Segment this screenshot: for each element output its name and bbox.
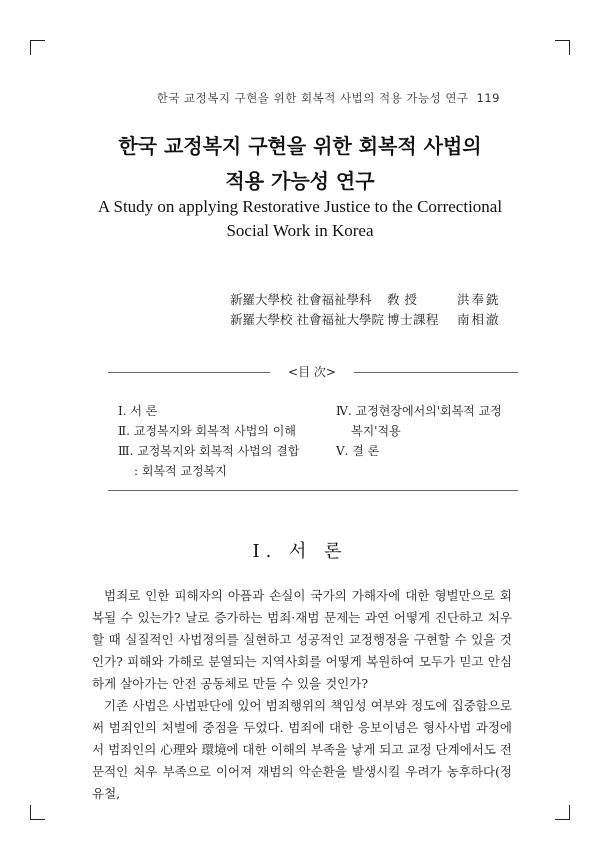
toc-item: Ⅱ. 교정복지와 회복적 사법의 이해: [118, 424, 296, 438]
table-of-contents: [108, 365, 518, 492]
title-korean-line2: 적용 가능성 연구: [225, 169, 375, 193]
title-korean-line1: 한국 교정복지 구현을 위한 회복적 사법의: [118, 134, 482, 158]
author-name: 洪奉銑: [457, 292, 501, 307]
title-english-line2: Social Work in Korea: [226, 221, 374, 240]
toc-rule-bottom: [108, 490, 518, 491]
body-paragraph: 기존 사법은 사법판단에 있어 범죄행위의 책임성 여부와 정도에 집중함으로써 범죄인의 처벌에 중점을 두었다. 범죄에 대한 응보이념은 형사사법 과정에서 범죄인의 心理와 環境에 대한 이해의 부족을 낳게 되고 교정 단계에서도 전문적인 처우 부족으로 이어져 재범의 악순환을 발생시킬 우려가 농후하다(정유철,: [92, 698, 512, 801]
crop-mark-bottom-left: [30, 805, 45, 820]
author-line: [230, 290, 520, 308]
toc-label: <目 次>: [288, 365, 336, 379]
author-name: 南相澈: [457, 312, 501, 327]
author-position: 敎 授: [387, 292, 418, 307]
toc-item: Ⅲ. 교정복지와 회복적 사법의 결합: [118, 444, 300, 458]
section-heading: Ⅰ. 서 론: [252, 541, 348, 562]
author-affiliation: 新羅大學校 社會福祉學科: [230, 292, 372, 307]
body-paragraph: 범죄로 인한 피해자의 아픔과 손실이 국가의 가해자에 대한 형벌만으로 회복될 수 있는가? 날로 증가하는 범죄·재범 문제는 과연 어떻게 진단하고 처우할 때 실질적인 사법정의를 실현하고 성공적인 교정행정을 구현할 수 있을 것인가? 피해와 가해로 분열되는 지역사회를 어떻게 복원하여 모두가 믿고 안심하게 살아가는 안전 공동체로 만들 수 있을 것인가?: [92, 588, 512, 691]
crop-mark-bottom-right: [555, 805, 570, 820]
toc-item: Ⅰ. 서 론: [118, 404, 158, 418]
title-english-line1: A Study on applying Restorative Justice to the Correctional: [97, 197, 503, 216]
running-head-title: 한국 교정복지 구현을 위한 회복적 사법의 적용 가능성 연구: [156, 91, 469, 105]
toc-rule-right: [354, 372, 518, 373]
toc-item: : 회복적 교정복지: [134, 464, 227, 478]
toc-rule-left: [108, 372, 270, 373]
author-line: [230, 310, 520, 328]
crop-mark-top-right: [555, 40, 570, 55]
author-affiliation: 新羅大學校 社會福祉大學院: [230, 312, 384, 327]
toc-item: 복지'적용: [351, 424, 401, 438]
page-number: 119: [476, 91, 500, 105]
toc-item: Ⅳ. 교정현장에서의'회복적 교정: [336, 404, 502, 418]
crop-mark-top-left: [30, 40, 45, 55]
running-head: [150, 90, 500, 106]
toc-item: Ⅴ. 결 론: [336, 444, 380, 458]
author-position: 博士課程: [387, 312, 440, 327]
